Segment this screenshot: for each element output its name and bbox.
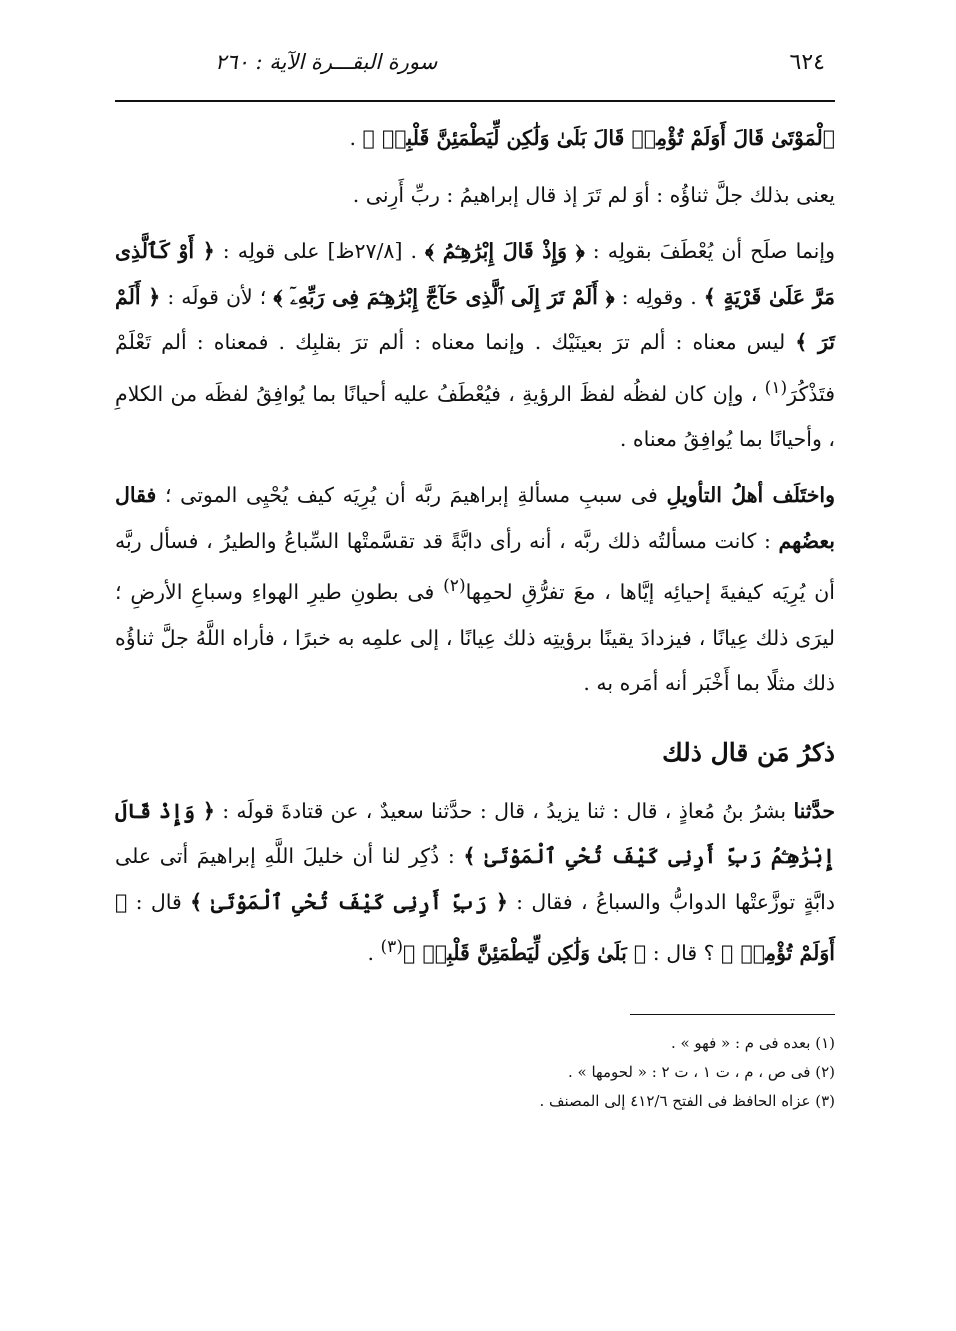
paragraphs-before-heading — [115, 116, 835, 707]
text-run: وإنما صلَح أن يُعْطَفَ بقولِه : — [584, 239, 835, 263]
text-run: . [٢٧/٨ظ] على قولِه : — [214, 239, 426, 263]
quran-verse: ﴿ أَوْ كَٱلَّذِى مَرَّ عَلَىٰ قَرْيَةٍ ﴾ — [115, 239, 836, 309]
footnotes — [115, 1029, 835, 1116]
text-run: قال : — [127, 889, 191, 914]
paragraph — [115, 173, 835, 219]
header-rule — [115, 100, 835, 102]
book-page — [115, 50, 835, 1116]
paragraph — [115, 473, 835, 706]
footnote: (٢) فى ص ، م ، ت ١ ، ت ٢ : « لحومها » . — [567, 1063, 835, 1082]
text-run: . — [349, 126, 363, 150]
text-run: يعنى بذلك جلَّ ثناؤُه : أوَ لم تَرَ إذ قال إبراهيمُ : ربِّ أَرِنى . — [352, 182, 835, 207]
text-run: بشرُ بنُ مُعاذٍ ، قال : ثنا يزيدُ ، قال : حدَّثنا سعيدٌ ، عن قتادةَ قولَه : — [214, 798, 794, 823]
bold-lead: فقال بعضُهم — [115, 483, 835, 553]
surah-title: سورة البقـــرة الآية : ٢٦٠ — [215, 50, 438, 74]
text-run: : ذُكِر لنا أن خليلَ اللَّهِ إبراهيمَ أتى على دابَّةٍ توزَّعتْها الدوابُّ والسباعُ ، فقال : — [115, 844, 835, 914]
quran-verse: ﴿ وَإِذْ قَالَ إِبْرَٰهِـۧمُ ﴾ — [425, 239, 585, 263]
text-run: . وقولِه : — [614, 284, 704, 309]
text-run: ؟ قال : — [646, 940, 722, 965]
paragraph — [115, 116, 835, 162]
quran-verse: ﴿ أَلَمْ تَرَ ﴾ — [115, 284, 835, 354]
quran-verse: ٱلْمَوْتَىٰ قَالَ أَوَلَمْ تُؤْمِنۖ قَالَ بَلَىٰ وَلَٰكِن لِّيَطْمَئِنَّ قَلْبِىۖ ﴾ — [362, 126, 835, 150]
text-run: ، وإن كان لفظُه لفظَ الرؤيةِ ، فيُعْطَفُ عليه أحيانًا بما يُوافِقُ لفظَه من الكلامِ ، وأحيانًا بما يُوافِقُ معناه . — [115, 381, 835, 451]
footnote: (٣) عزاه الحافظ فى الفتح ٤١٢/٦ إلى المصنف . — [539, 1092, 835, 1111]
quran-verse: ﴿ أَوَلَمْ تُؤْمِنۖ ﴾ — [115, 889, 835, 965]
text-run: : كانت مسألتُه ذلك ربَّه ، أنه رأى دابَّةً قد تقسَّمتْها السِّباعُ والطيرُ ، فسأل ربَّه أن يُرِيَه كيفيةَ إحيائِه إيَّاها ، معَ تفرُّقِ لحمِها — [115, 528, 835, 605]
quran-verse: ﴿ رَبِّ أَرِنِى كَيْفَ تُحْىِ ٱلْمَوْتَىٰ ﴾ — [190, 889, 508, 914]
quran-verse: ﴿ بَلَىٰ وَلَٰكِن لِّيَطْمَئِنَّ قَلْبِىۖ ﴾ — [403, 940, 647, 965]
footnote-marker: (٢) — [443, 576, 466, 597]
bold-lead: واختَلَف أهلُ التأويلِ — [666, 483, 835, 508]
quran-verse: ﴿ أَلَمْ تَرَ إِلَى ٱلَّذِى حَآجَّ إِبْرَٰهِـۧمَ فِى رَبِّهِۦٓ ﴾ — [273, 284, 615, 309]
footnote-marker: (١) — [764, 377, 788, 398]
text-run: ليس معناه : ألم ترَ بعينَيْك . وإنما معناه : ألم ترَ بقلبِك . فمعناه : ألم تَعْلَمْ فتَذْكُرَ — [115, 330, 835, 406]
running-header — [115, 50, 835, 90]
text-run: فى سببِ مسألةِ إبراهيمَ ربَّه أن يُرِيَه كيف يُحْيِى الموتى ؛ — [156, 483, 667, 508]
paragraph — [115, 789, 835, 977]
paragraph — [115, 229, 835, 462]
footnote-marker: (٣) — [380, 937, 404, 958]
paragraphs-after-heading — [115, 789, 835, 977]
text-run: فى بطونِ طيرِ الهواءِ وسباعِ الأرضِ ؛ ليرَى ذلك عِيانًا ، فيزدادَ يقينًا برؤيتِه ذلك عِيانًا ، إلى علمِه به خبرًا ، فأراه اللَّهُ جلَّ ثناؤُه ذلك مثلًا بما أَخْبَر أنه أمَره به . — [115, 580, 835, 696]
text-run: . — [367, 940, 381, 965]
section-heading: ذكرُ مَن قال ذلك — [662, 737, 835, 767]
quran-verse: ﴿ وَإِذْ قَالَ إِبْرَٰهِـۧمُ رَبِّ أَرِنِى كَيْفَ تُحْىِ ٱلْمَوْتَىٰ ﴾ — [115, 798, 835, 869]
footnote: (١) بعده فى م : « فهو » . — [670, 1034, 835, 1053]
footnote-rule — [630, 1014, 835, 1015]
text-run: ؛ لأن قولَه : — [160, 284, 274, 309]
body-text — [115, 116, 835, 976]
page-number: ٦٢٤ — [789, 50, 825, 75]
bold-lead: حدَّثنا — [793, 798, 836, 823]
